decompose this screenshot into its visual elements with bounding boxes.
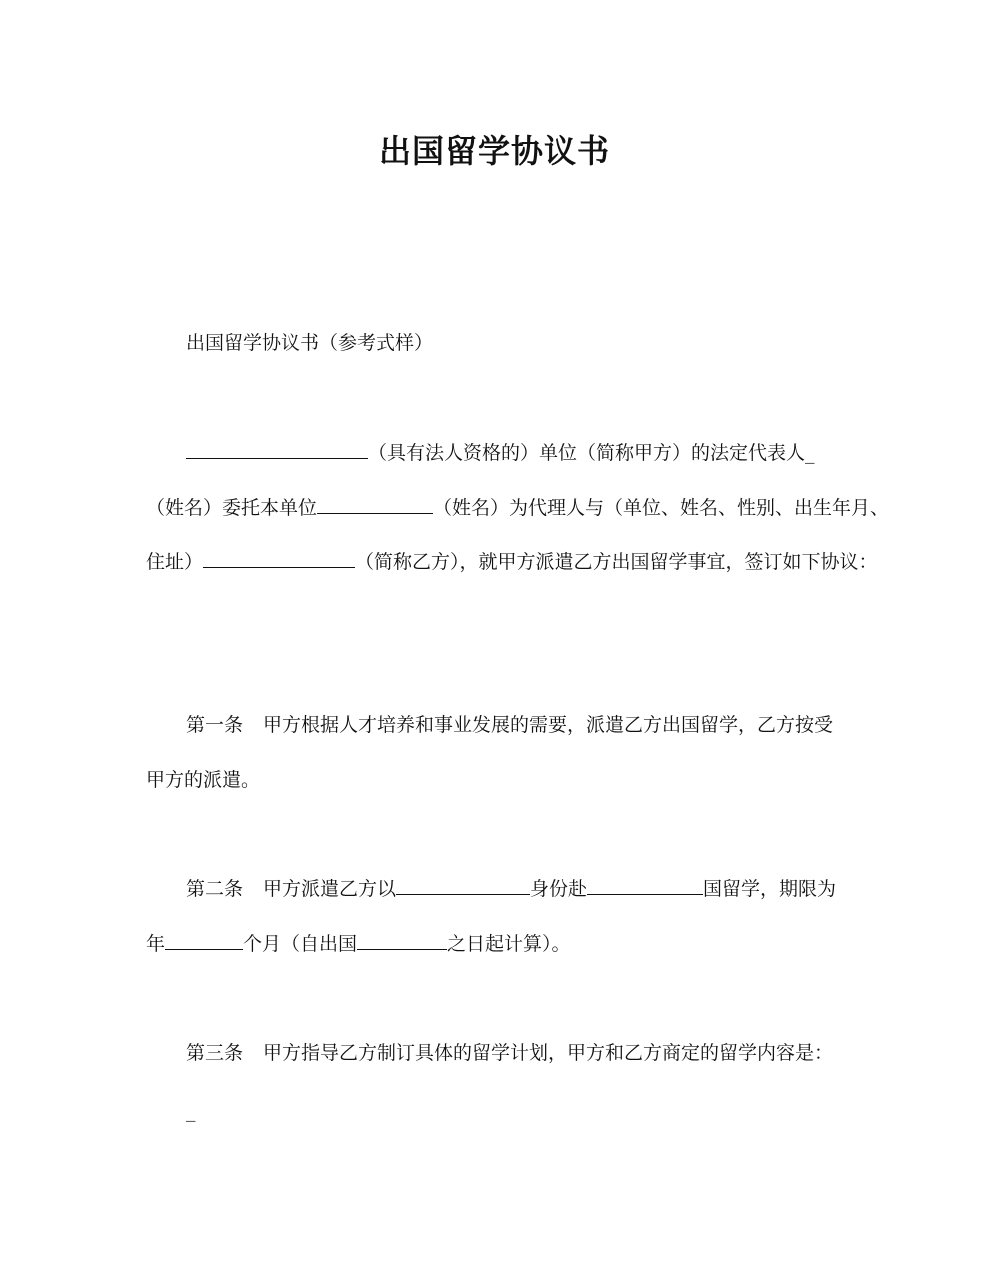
article-1-line-2: 甲方的派遣。: [146, 769, 261, 791]
blank-identity: [396, 876, 530, 895]
preamble-line-2: [146, 495, 889, 521]
blank-agent-name: [317, 495, 433, 514]
article-2-text-2: 身份赴: [530, 878, 588, 900]
article-2-text-1: 甲方派遣乙方以: [263, 878, 397, 900]
preamble-line-3-part-2: （简称乙方），就甲方派遣乙方出国留学事宜，签订如下协议：: [355, 551, 878, 573]
blank-country: [587, 876, 703, 895]
article-2-text-5: 个月（自出国: [243, 933, 358, 955]
blank-months: [165, 931, 243, 950]
article-2-text-4: 年: [146, 933, 166, 955]
article-2-line-1: [186, 876, 836, 902]
article-1-line-1: [186, 712, 833, 738]
preamble-line-2-part-1: （姓名）委托本单位: [146, 497, 318, 519]
article-3-heading: 第三条: [186, 1042, 244, 1064]
article-3-line-1: [186, 1040, 833, 1066]
article-2-text-3: 国留学，期限为: [703, 878, 837, 900]
document-subtitle: 出国留学协议书（参考式样）: [186, 332, 434, 354]
preamble-line-2-part-2: （姓名）为代理人与（单位、姓名、性别、出生年月、: [433, 497, 890, 519]
article-3-text-1: 甲方指导乙方制订具体的留学计划，甲方和乙方商定的留学内容是：: [263, 1042, 834, 1064]
article-2-text-6: 之日起计算）。: [447, 933, 571, 955]
preamble-line-3-part-1: 住址）: [146, 551, 204, 573]
document-title: 出国留学协议书: [378, 132, 610, 170]
blank-unit-name: [186, 440, 368, 459]
article-2-line-2: [146, 931, 571, 957]
article-1-text-1: 甲方根据人才培养和事业发展的需要，派遣乙方出国留学，乙方按受: [263, 714, 834, 736]
blank-departure-date: [357, 931, 447, 950]
article-1-heading: 第一条: [186, 714, 244, 736]
preamble-line-1-text: （具有法人资格的）单位（简称甲方）的法定代表人_: [368, 442, 815, 464]
blank-party-b: [203, 549, 355, 568]
article-3-line-2: _: [186, 1100, 196, 1122]
article-2-heading: 第二条: [186, 878, 244, 900]
preamble-line-3: [146, 549, 878, 575]
preamble-line-1: [186, 440, 815, 466]
